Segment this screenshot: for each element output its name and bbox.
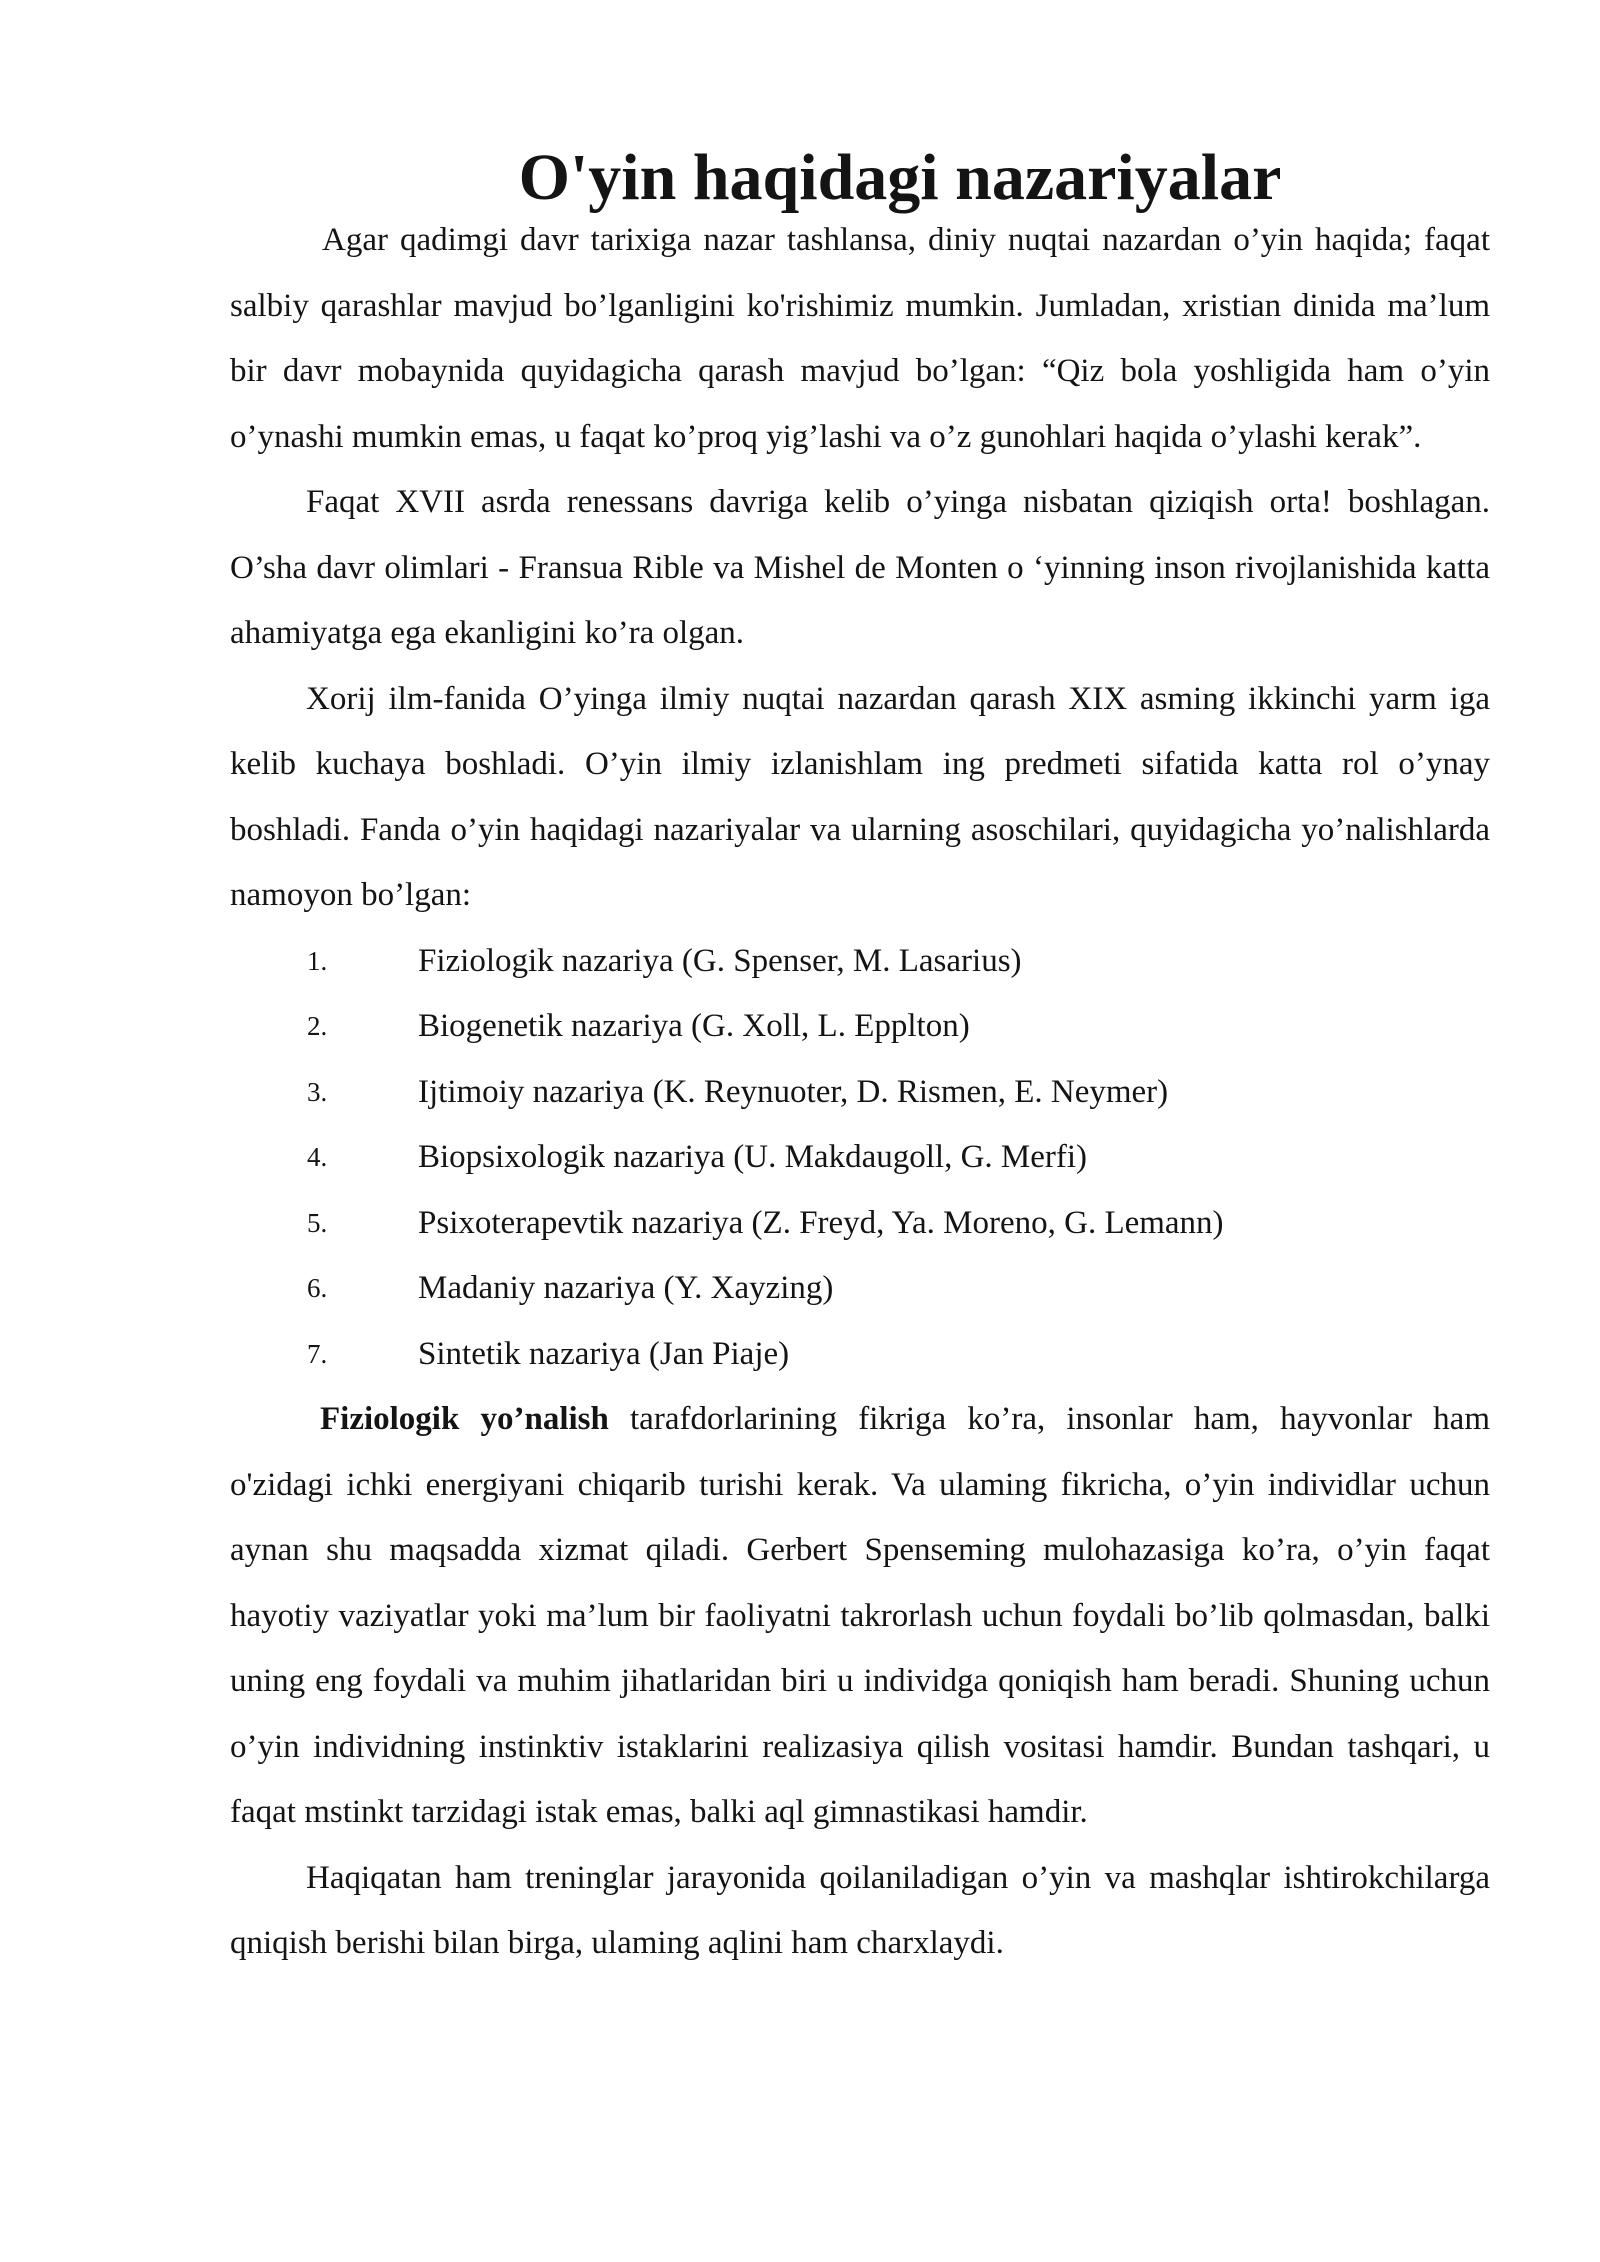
list-item — [230, 1322, 1490, 1388]
list-item — [230, 1060, 1490, 1126]
list-item — [230, 1191, 1490, 1257]
paragraph-religious-view: Agar qadimgi davr tarixiga nazar tashlansa, diniy nuqtai nazardan o’yin haqida; faqat salbiy qarashlar mavjud bo’lganligini ko'rishimiz mumkin. Jumladan, xristian dinida ma’lum bir davr mobaynida quyidagicha qarash mavjud bo’lgan: “Qiz bola yoshligida ham o’yin o’ynashi mumkin emas, u faqat ko’proq yig’lashi va o’z gunohlari haqida o’ylashi kerak”. — [230, 222, 1490, 455]
list-item-number: 7. — [307, 1338, 328, 1369]
list-item-text: Fiziologik nazariya (G. Spenser, M. Lasarius) — [418, 942, 1022, 979]
list-item — [230, 1256, 1490, 1322]
list-item-text: Biogenetik nazariya (G. Xoll, L. Epplton) — [418, 1008, 970, 1044]
paragraph-physiological — [230, 1387, 1490, 1846]
document-title: O'yin haqidagi nazariyalar — [518, 141, 1282, 214]
list-item — [230, 994, 1490, 1060]
list-item-text: Biopsixologik nazariya (U. Makdaugoll, G. Merfi) — [418, 1139, 1088, 1175]
list-item-number: 1. — [307, 945, 328, 976]
paragraph-foreign-science: Xorij ilm-fanida O’yinga ilmiy nuqtai nazardan qarash XIX asming ikkinchi yarm iga kelib kuchaya boshladi. O’yin ilmiy izlanishlam ing predmeti sifatida katta rol o’ynay boshladi. Fanda o’yin haqidagi nazariyalar va ularning asoschilari, quyidagicha yo’nalishlarda namoyon bo’lgan: — [230, 680, 1490, 913]
paragraph-renaissance: Faqat XVII asrda renessans davriga kelib o’yinga nisbatan qiziqish orta! boshlagan. O’sha davr olimlari - Fransua Rible va Mishel de Monten o ‘yinning inson rivojlanishida katta ahamiyatga ega ekanligini ko’ra olgan. — [230, 484, 1490, 651]
list-item-text: Sintetik nazariya (Jan Piaje) — [418, 1335, 790, 1372]
paragraph-physiological-text: tarafdorlarining fikriga ko’ra, insonlar ham, hayvonlar ham o'zidagi ichki energiyani chiqarib turishi kerak. Va ulaming fikricha, o’yin individlar uchun aynan shu maqsadda xizmat qiladi. Gerbert Spenseming mulohazasiga ko’ra, o’yin faqat hayotiy vaziyatlar yoki ma’lum bir faoliyatni takrorlash uchun foydali bo’lib qolmasdan, balki uning eng foydali va muhim jihatlaridan biri u individga qoniqish ham beradi. Shuning uchun o’yin individning instinktiv istaklarini realizasiya qilish vositasi hamdir. Bundan tashqari, u faqat mstinkt tarzidagi istak emas, balki aql gimnastikasi hamdir. — [230, 1401, 1490, 1830]
list-item-number: 3. — [307, 1076, 328, 1107]
list-item-number: 5. — [307, 1207, 328, 1238]
list-item-number: 6. — [307, 1273, 328, 1303]
list-item-number: 4. — [307, 1142, 328, 1172]
list-item-text: Psixoterapevtik nazariya (Z. Freyd, Ya. Moreno, G. Lemann) — [418, 1204, 1224, 1241]
list-item — [230, 929, 1490, 995]
document-page — [230, 141, 1490, 1977]
list-item-text: Ijtimoiy nazariya (K. Reynuoter, D. Rismen, E. Neymer) — [418, 1073, 1169, 1110]
list-item-text: Madaniy nazariya (Y. Xayzing) — [418, 1270, 834, 1306]
paragraph-trainings: Haqiqatan ham treninglar jarayonida qoilaniladigan o’yin va mashqlar ishtirokchilarga qniqish berishi bilan birga, ulaming aqlini ham charxlaydi. — [230, 1859, 1490, 1961]
list-item-number: 2. — [307, 1011, 328, 1041]
term-physiological: Fiziologik yo’nalish — [320, 1401, 609, 1437]
theories-list — [230, 929, 1490, 1388]
list-item — [230, 1125, 1490, 1191]
